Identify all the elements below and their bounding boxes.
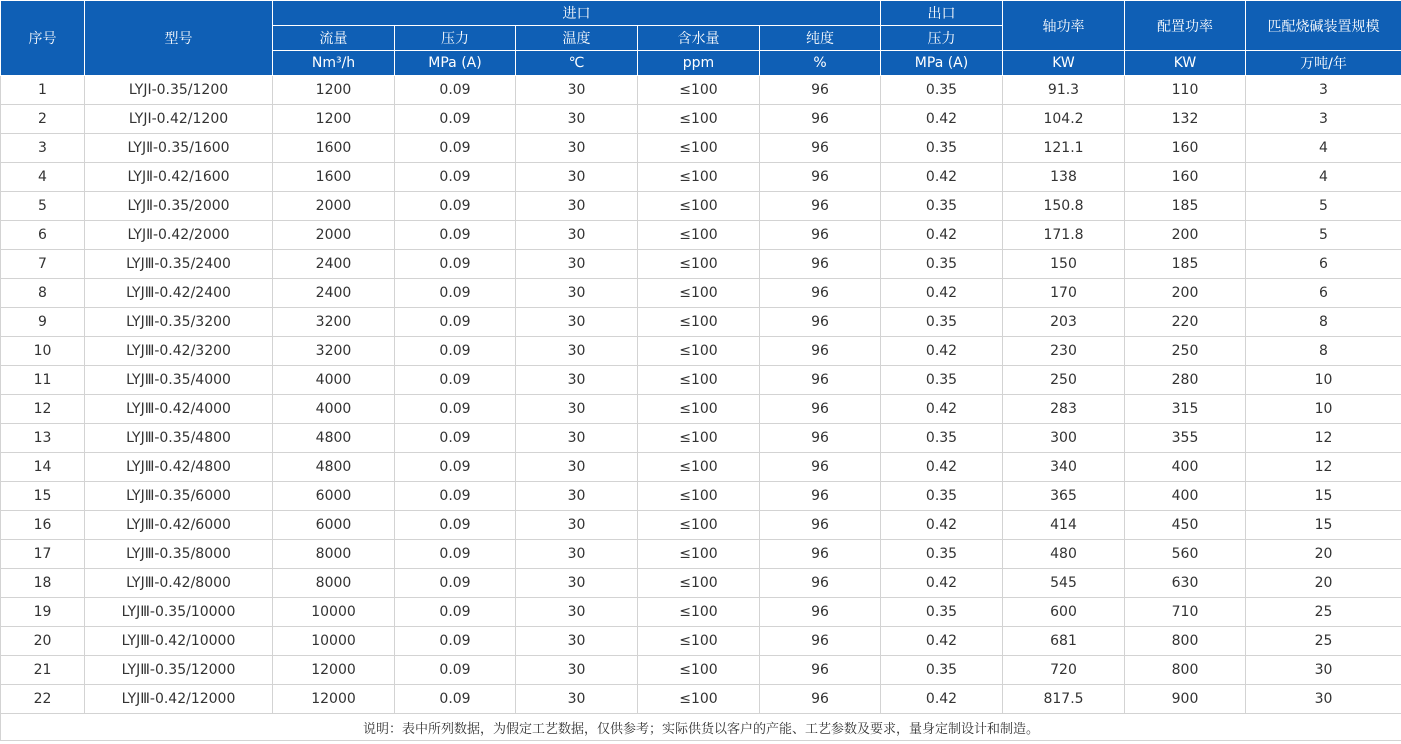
cell-seq: 2 [1,105,85,134]
col-inlet-group: 进口 [273,1,881,26]
cell-seq: 22 [1,685,85,714]
cell-seq: 11 [1,366,85,395]
cell-pressure-out: 0.42 [881,685,1003,714]
cell-water: ≤100 [638,453,760,482]
cell-water: ≤100 [638,424,760,453]
cell-shaft-power: 150.8 [1003,192,1125,221]
cell-shaft-power: 250 [1003,366,1125,395]
cell-seq: 21 [1,656,85,685]
cell-purity: 96 [760,366,881,395]
cell-caustic-scale: 15 [1246,511,1401,540]
table-body [1,76,1401,714]
cell-caustic-scale: 25 [1246,598,1401,627]
cell-model: LYJⅢ-0.35/12000 [85,656,273,685]
cell-seq: 12 [1,395,85,424]
cell-pressure-out: 0.35 [881,250,1003,279]
cell-temperature: 30 [516,685,638,714]
cell-flow: 2400 [273,250,395,279]
cell-pressure-out: 0.42 [881,163,1003,192]
cell-caustic-scale: 12 [1246,453,1401,482]
cell-temperature: 30 [516,598,638,627]
table-row [1,105,1401,134]
cell-water: ≤100 [638,511,760,540]
table-row [1,424,1401,453]
unit-water: ppm [638,51,760,76]
cell-pressure-out: 0.42 [881,337,1003,366]
cell-seq: 14 [1,453,85,482]
cell-model: LYJⅢ-0.42/4000 [85,395,273,424]
cell-pressure-out: 0.42 [881,279,1003,308]
cell-model: LYJⅡ-0.42/2000 [85,221,273,250]
col-purity: 纯度 [760,26,881,51]
table-row [1,627,1401,656]
cell-config-power: 200 [1125,279,1246,308]
cell-pressure-out: 0.35 [881,540,1003,569]
cell-pressure-in: 0.09 [395,540,516,569]
cell-seq: 5 [1,192,85,221]
col-pressure-out: 压力 [881,26,1003,51]
cell-water: ≤100 [638,134,760,163]
cell-flow: 6000 [273,482,395,511]
cell-temperature: 30 [516,192,638,221]
cell-shaft-power: 138 [1003,163,1125,192]
table-row [1,540,1401,569]
table-row [1,685,1401,714]
cell-shaft-power: 121.1 [1003,134,1125,163]
cell-caustic-scale: 8 [1246,308,1401,337]
cell-model: LYJⅢ-0.35/10000 [85,598,273,627]
cell-model: LYJⅡ-0.35/2000 [85,192,273,221]
cell-model: LYJⅢ-0.42/10000 [85,627,273,656]
table-row [1,395,1401,424]
header-row-group [1,1,1401,26]
cell-pressure-in: 0.09 [395,656,516,685]
cell-config-power: 630 [1125,569,1246,598]
cell-flow: 3200 [273,337,395,366]
cell-flow: 3200 [273,308,395,337]
cell-purity: 96 [760,627,881,656]
cell-pressure-in: 0.09 [395,395,516,424]
cell-water: ≤100 [638,337,760,366]
cell-temperature: 30 [516,366,638,395]
cell-seq: 3 [1,134,85,163]
cell-water: ≤100 [638,569,760,598]
unit-pressure-in: MPa (A) [395,51,516,76]
cell-flow: 8000 [273,540,395,569]
cell-purity: 96 [760,598,881,627]
cell-caustic-scale: 20 [1246,540,1401,569]
cell-water: ≤100 [638,627,760,656]
cell-model: LYJⅠ-0.35/1200 [85,76,273,105]
cell-model: LYJⅢ-0.42/3200 [85,337,273,366]
cell-water: ≤100 [638,279,760,308]
cell-flow: 4000 [273,395,395,424]
cell-flow: 2400 [273,279,395,308]
cell-pressure-out: 0.42 [881,395,1003,424]
cell-pressure-out: 0.35 [881,308,1003,337]
col-pressure-in: 压力 [395,26,516,51]
cell-water: ≤100 [638,221,760,250]
cell-shaft-power: 365 [1003,482,1125,511]
unit-caustic-scale: 万吨/年 [1246,51,1401,76]
cell-flow: 1200 [273,76,395,105]
table-footer [1,714,1401,741]
cell-temperature: 30 [516,482,638,511]
table-row [1,337,1401,366]
cell-temperature: 30 [516,540,638,569]
cell-temperature: 30 [516,221,638,250]
cell-pressure-in: 0.09 [395,453,516,482]
cell-temperature: 30 [516,279,638,308]
col-outlet-group: 出口 [881,1,1003,26]
table-row [1,308,1401,337]
table-row [1,221,1401,250]
cell-caustic-scale: 5 [1246,192,1401,221]
cell-purity: 96 [760,569,881,598]
cell-caustic-scale: 15 [1246,482,1401,511]
table-row [1,250,1401,279]
cell-shaft-power: 545 [1003,569,1125,598]
unit-shaft-power: KW [1003,51,1125,76]
table-row [1,598,1401,627]
cell-config-power: 400 [1125,482,1246,511]
cell-water: ≤100 [638,76,760,105]
cell-flow: 10000 [273,598,395,627]
cell-pressure-in: 0.09 [395,76,516,105]
cell-caustic-scale: 4 [1246,163,1401,192]
cell-temperature: 30 [516,163,638,192]
cell-water: ≤100 [638,192,760,221]
cell-model: LYJⅢ-0.42/4800 [85,453,273,482]
cell-seq: 9 [1,308,85,337]
cell-water: ≤100 [638,105,760,134]
cell-water: ≤100 [638,598,760,627]
cell-pressure-out: 0.42 [881,627,1003,656]
cell-shaft-power: 104.2 [1003,105,1125,134]
cell-temperature: 30 [516,134,638,163]
cell-pressure-out: 0.35 [881,482,1003,511]
cell-water: ≤100 [638,685,760,714]
cell-config-power: 250 [1125,337,1246,366]
unit-purity: % [760,51,881,76]
cell-caustic-scale: 12 [1246,424,1401,453]
cell-pressure-in: 0.09 [395,685,516,714]
cell-pressure-in: 0.09 [395,598,516,627]
cell-seq: 15 [1,482,85,511]
cell-temperature: 30 [516,453,638,482]
cell-config-power: 160 [1125,163,1246,192]
cell-shaft-power: 340 [1003,453,1125,482]
table-row [1,366,1401,395]
cell-pressure-out: 0.35 [881,192,1003,221]
cell-purity: 96 [760,656,881,685]
cell-shaft-power: 600 [1003,598,1125,627]
cell-pressure-in: 0.09 [395,627,516,656]
cell-config-power: 800 [1125,627,1246,656]
cell-shaft-power: 203 [1003,308,1125,337]
cell-temperature: 30 [516,337,638,366]
cell-temperature: 30 [516,105,638,134]
cell-config-power: 220 [1125,308,1246,337]
cell-config-power: 132 [1125,105,1246,134]
table-row [1,192,1401,221]
cell-model: LYJⅢ-0.35/4800 [85,424,273,453]
cell-pressure-out: 0.42 [881,221,1003,250]
cell-config-power: 710 [1125,598,1246,627]
cell-pressure-out: 0.35 [881,366,1003,395]
cell-seq: 17 [1,540,85,569]
cell-purity: 96 [760,685,881,714]
cell-caustic-scale: 30 [1246,685,1401,714]
cell-pressure-in: 0.09 [395,250,516,279]
cell-purity: 96 [760,221,881,250]
cell-purity: 96 [760,308,881,337]
cell-flow: 12000 [273,656,395,685]
note-text: 说明：表中所列数据，为假定工艺数据，仅供参考；实际供货以客户的产能、工艺参数及要求，量身定制设计和制造。 [1,714,1401,741]
col-shaft-power: 轴功率 [1003,1,1125,51]
col-model: 型号 [85,1,273,76]
cell-config-power: 185 [1125,192,1246,221]
table-row [1,163,1401,192]
cell-flow: 4800 [273,453,395,482]
cell-flow: 12000 [273,685,395,714]
cell-water: ≤100 [638,308,760,337]
cell-shaft-power: 283 [1003,395,1125,424]
cell-temperature: 30 [516,308,638,337]
cell-flow: 2000 [273,192,395,221]
cell-water: ≤100 [638,482,760,511]
cell-purity: 96 [760,453,881,482]
cell-pressure-out: 0.35 [881,134,1003,163]
cell-pressure-in: 0.09 [395,105,516,134]
cell-model: LYJⅡ-0.35/1600 [85,134,273,163]
cell-purity: 96 [760,511,881,540]
cell-shaft-power: 91.3 [1003,76,1125,105]
cell-model: LYJⅢ-0.35/8000 [85,540,273,569]
cell-pressure-out: 0.42 [881,105,1003,134]
cell-caustic-scale: 6 [1246,279,1401,308]
cell-water: ≤100 [638,540,760,569]
cell-pressure-in: 0.09 [395,308,516,337]
cell-purity: 96 [760,279,881,308]
cell-pressure-in: 0.09 [395,424,516,453]
cell-seq: 10 [1,337,85,366]
table-row [1,656,1401,685]
col-config-power: 配置功率 [1125,1,1246,51]
cell-seq: 1 [1,76,85,105]
unit-flow: Nm³/h [273,51,395,76]
table-row [1,279,1401,308]
cell-water: ≤100 [638,163,760,192]
cell-shaft-power: 720 [1003,656,1125,685]
cell-temperature: 30 [516,76,638,105]
cell-shaft-power: 681 [1003,627,1125,656]
cell-temperature: 30 [516,424,638,453]
cell-seq: 16 [1,511,85,540]
cell-caustic-scale: 8 [1246,337,1401,366]
cell-temperature: 30 [516,569,638,598]
cell-caustic-scale: 30 [1246,656,1401,685]
cell-seq: 13 [1,424,85,453]
cell-seq: 20 [1,627,85,656]
cell-pressure-in: 0.09 [395,337,516,366]
cell-purity: 96 [760,250,881,279]
cell-pressure-out: 0.35 [881,598,1003,627]
cell-seq: 7 [1,250,85,279]
cell-pressure-out: 0.42 [881,569,1003,598]
cell-seq: 19 [1,598,85,627]
cell-config-power: 315 [1125,395,1246,424]
cell-pressure-in: 0.09 [395,134,516,163]
col-seq: 序号 [1,1,85,76]
cell-pressure-out: 0.42 [881,453,1003,482]
cell-model: LYJⅢ-0.42/2400 [85,279,273,308]
table-row [1,134,1401,163]
col-flow: 流量 [273,26,395,51]
cell-model: LYJⅢ-0.42/12000 [85,685,273,714]
cell-pressure-out: 0.35 [881,424,1003,453]
table-row [1,453,1401,482]
cell-flow: 1200 [273,105,395,134]
cell-flow: 8000 [273,569,395,598]
cell-pressure-in: 0.09 [395,163,516,192]
cell-pressure-in: 0.09 [395,569,516,598]
cell-purity: 96 [760,482,881,511]
cell-shaft-power: 170 [1003,279,1125,308]
cell-shaft-power: 480 [1003,540,1125,569]
cell-temperature: 30 [516,395,638,424]
cell-config-power: 560 [1125,540,1246,569]
cell-purity: 96 [760,192,881,221]
cell-caustic-scale: 5 [1246,221,1401,250]
table-row [1,76,1401,105]
cell-flow: 4800 [273,424,395,453]
cell-temperature: 30 [516,250,638,279]
cell-purity: 96 [760,105,881,134]
cell-model: LYJⅡ-0.42/1600 [85,163,273,192]
cell-water: ≤100 [638,366,760,395]
cell-shaft-power: 414 [1003,511,1125,540]
cell-flow: 10000 [273,627,395,656]
cell-seq: 4 [1,163,85,192]
cell-caustic-scale: 3 [1246,76,1401,105]
cell-seq: 18 [1,569,85,598]
col-caustic-scale: 匹配烧碱装置规模 [1246,1,1401,51]
cell-caustic-scale: 3 [1246,105,1401,134]
table-row [1,569,1401,598]
cell-model: LYJⅢ-0.42/6000 [85,511,273,540]
cell-config-power: 200 [1125,221,1246,250]
cell-shaft-power: 171.8 [1003,221,1125,250]
cell-pressure-out: 0.42 [881,511,1003,540]
cell-pressure-in: 0.09 [395,366,516,395]
cell-water: ≤100 [638,395,760,424]
cell-model: LYJⅢ-0.35/2400 [85,250,273,279]
cell-config-power: 160 [1125,134,1246,163]
cell-flow: 4000 [273,366,395,395]
unit-pressure-out: MPa (A) [881,51,1003,76]
cell-temperature: 30 [516,656,638,685]
cell-temperature: 30 [516,511,638,540]
cell-flow: 1600 [273,163,395,192]
cell-pressure-out: 0.35 [881,656,1003,685]
cell-model: LYJⅢ-0.35/4000 [85,366,273,395]
cell-purity: 96 [760,76,881,105]
col-water: 含水量 [638,26,760,51]
cell-pressure-in: 0.09 [395,511,516,540]
table-header [1,1,1401,76]
cell-shaft-power: 230 [1003,337,1125,366]
cell-purity: 96 [760,424,881,453]
col-temperature: 温度 [516,26,638,51]
cell-seq: 8 [1,279,85,308]
cell-config-power: 450 [1125,511,1246,540]
cell-model: LYJⅢ-0.35/3200 [85,308,273,337]
cell-config-power: 185 [1125,250,1246,279]
cell-caustic-scale: 6 [1246,250,1401,279]
unit-temperature: ℃ [516,51,638,76]
unit-config-power: KW [1125,51,1246,76]
cell-pressure-in: 0.09 [395,192,516,221]
cell-water: ≤100 [638,250,760,279]
cell-shaft-power: 817.5 [1003,685,1125,714]
cell-config-power: 280 [1125,366,1246,395]
cell-pressure-out: 0.35 [881,76,1003,105]
cell-purity: 96 [760,337,881,366]
cell-pressure-in: 0.09 [395,279,516,308]
cell-purity: 96 [760,395,881,424]
cell-model: LYJⅠ-0.42/1200 [85,105,273,134]
cell-caustic-scale: 10 [1246,366,1401,395]
cell-purity: 96 [760,134,881,163]
cell-model: LYJⅢ-0.42/8000 [85,569,273,598]
cell-model: LYJⅢ-0.35/6000 [85,482,273,511]
cell-flow: 2000 [273,221,395,250]
cell-pressure-in: 0.09 [395,482,516,511]
cell-purity: 96 [760,163,881,192]
cell-caustic-scale: 20 [1246,569,1401,598]
cell-purity: 96 [760,540,881,569]
cell-config-power: 400 [1125,453,1246,482]
cell-config-power: 800 [1125,656,1246,685]
cell-caustic-scale: 4 [1246,134,1401,163]
cell-config-power: 110 [1125,76,1246,105]
cell-seq: 6 [1,221,85,250]
cell-shaft-power: 300 [1003,424,1125,453]
cell-config-power: 355 [1125,424,1246,453]
cell-pressure-in: 0.09 [395,221,516,250]
cell-flow: 6000 [273,511,395,540]
cell-caustic-scale: 10 [1246,395,1401,424]
cell-temperature: 30 [516,627,638,656]
table-row [1,511,1401,540]
note-row [1,714,1401,741]
cell-water: ≤100 [638,656,760,685]
cell-caustic-scale: 25 [1246,627,1401,656]
table-row [1,482,1401,511]
cell-config-power: 900 [1125,685,1246,714]
cell-flow: 1600 [273,134,395,163]
cell-shaft-power: 150 [1003,250,1125,279]
